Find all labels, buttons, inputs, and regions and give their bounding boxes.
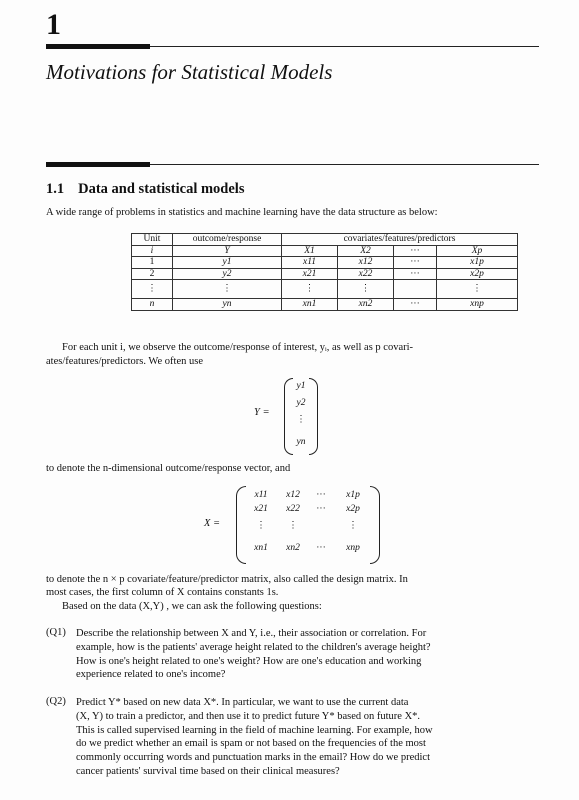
table-row: [132, 257, 518, 269]
matrix-cell: ⋮: [256, 521, 266, 531]
question-line: Describe the relationship between X and Y, i.e., their association or correlation. For: [76, 628, 427, 639]
matrix-cell: xnp: [346, 543, 360, 553]
matrix-cell: xn1: [254, 543, 268, 553]
matrix-cell: x1p: [346, 490, 360, 500]
table-row: [132, 280, 518, 299]
table-header-row: [132, 234, 518, 246]
matrix-cell: ···: [316, 504, 326, 514]
table-cell: xnp: [437, 299, 518, 311]
section-number: 1.1: [46, 181, 65, 197]
table-cell: ⋮: [282, 280, 338, 299]
section-title: Data and statistical models: [78, 181, 245, 197]
question-line: commonly occurring words and punctuation marks in the email? How do we predict: [76, 752, 430, 763]
table-cell: x1p: [437, 257, 518, 269]
chapter-number: 1: [46, 8, 61, 41]
matrix-left-paren: [236, 486, 246, 564]
chapter-title: Motivations for Statistical Models: [46, 60, 333, 84]
section-rule-thick: [46, 162, 150, 167]
section-rule-thin: [150, 164, 539, 165]
paragraph-line: most cases, the first column of X contains constants 1s.: [46, 587, 279, 598]
matrix-cell: xn2: [286, 543, 300, 553]
intro-paragraph: A wide range of problems in statistics and machine learning have the data structure as below:: [46, 207, 438, 218]
matrix-x-label: X =: [204, 518, 221, 529]
table-cell: ⋮: [338, 280, 394, 299]
vector-y-entry: y1: [296, 381, 306, 391]
table-subheader-row: [132, 245, 518, 257]
matrix-cell: x11: [254, 490, 268, 500]
table-cell: ···: [394, 257, 437, 269]
table-cell: 1: [132, 257, 173, 269]
chapter-rule-thin: [150, 46, 539, 47]
data-structure-table: [131, 233, 518, 311]
question-line: do we predict whether an email is spam or not based on the frequencies of the most: [76, 738, 426, 749]
table-header-outcome: outcome/response: [173, 234, 282, 246]
table-cell: X2: [338, 245, 394, 257]
table-cell: ···: [394, 299, 437, 311]
table-cell: xn2: [338, 299, 394, 311]
matrix-x-grid: [246, 490, 371, 560]
question-line: Predict Y* based on new data X*. In particular, we want to use the current data: [76, 697, 409, 708]
question-line: (X, Y) to train a predictor, and then use it to predict future Y* based on future X*.: [76, 711, 421, 722]
table-cell: ···: [394, 268, 437, 280]
table-cell: x11: [282, 257, 338, 269]
table-cell: x22: [338, 268, 394, 280]
table-header-covariates: covariates/features/predictors: [282, 234, 518, 246]
matrix-cell: x22: [286, 504, 300, 514]
question-line: experience related to one's income?: [76, 669, 226, 680]
paragraph-line: ates/features/predictors. We often use: [46, 356, 203, 367]
vector-y-entry: ⋮: [296, 415, 306, 425]
matrix-cell: ⋮: [288, 521, 298, 531]
table-header-unit: Unit: [132, 234, 173, 246]
table-cell: Xp: [437, 245, 518, 257]
table-cell: [394, 280, 437, 299]
table-cell: Y: [173, 245, 282, 257]
vector-y-label: Y =: [254, 407, 270, 418]
table-cell: ···: [394, 245, 437, 257]
table-cell: y2: [173, 268, 282, 280]
paragraph-line: to denote the n × p covariate/feature/predictor matrix, also called the design matrix. In: [46, 574, 408, 585]
matrix-cell: ⋮: [348, 521, 358, 531]
table-cell: ⋮: [437, 280, 518, 299]
section-heading: [46, 181, 244, 198]
table-cell: x2p: [437, 268, 518, 280]
table-cell: X1: [282, 245, 338, 257]
question-line: This is called supervised learning in the field of machine learning. For example, how: [76, 725, 433, 736]
table-row: [132, 299, 518, 311]
table-cell: n: [132, 299, 173, 311]
table-row: [132, 268, 518, 280]
question-label: (Q1): [46, 627, 66, 638]
table-cell: i: [132, 245, 173, 257]
table-cell: ⋮: [173, 280, 282, 299]
chapter-rule-thick: [46, 44, 150, 49]
question-line: How is one's height related to one's weight? How are one's education and working: [76, 656, 422, 667]
vector-y-entry: y2: [296, 398, 306, 408]
vector-y-entry: yn: [296, 437, 306, 447]
matrix-cell: ···: [316, 543, 326, 553]
question-label: (Q2): [46, 696, 66, 707]
table-cell: ⋮: [132, 280, 173, 299]
table-cell: x21: [282, 268, 338, 280]
matrix-cell: x12: [286, 490, 300, 500]
matrix-cell: x2p: [346, 504, 360, 514]
matrix-cell: x21: [254, 504, 268, 514]
paragraph-line: Based on the data (X,Y) , we can ask the following questions:: [62, 601, 322, 612]
question-line: example, how is the patients' average height related to the children's average height?: [76, 642, 431, 653]
table-cell: 2: [132, 268, 173, 280]
question-line: cancer patients' survival time based on their clinical measures?: [76, 766, 340, 777]
matrix-right-paren: [370, 486, 380, 564]
table-cell: y1: [173, 257, 282, 269]
table-cell: yn: [173, 299, 282, 311]
table-cell: x12: [338, 257, 394, 269]
table-cell: xn1: [282, 299, 338, 311]
paragraph-line: For each unit i, we observe the outcome/response of interest, yᵢ, as well as p covari-: [62, 342, 414, 353]
paragraph-line: to denote the n-dimensional outcome/response vector, and: [46, 463, 291, 474]
matrix-cell: ···: [316, 490, 326, 500]
